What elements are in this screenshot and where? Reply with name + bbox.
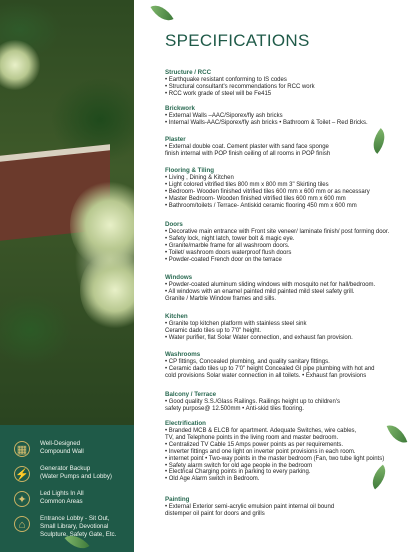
spec-line: • RCC work grade of steel will be Fe415 xyxy=(165,90,272,97)
amenities-panel xyxy=(0,425,134,552)
spec-line: • Inverter fittings and one light on inverter point provisions in each room. xyxy=(165,448,356,455)
feature-item xyxy=(14,490,84,507)
spec-line: • Earthquake resistant conforming to IS codes xyxy=(165,77,287,83)
leaf-decoration xyxy=(150,0,173,26)
spec-line: • Powder-coated French door on the terrace xyxy=(165,256,282,263)
spec-line: • All windows with an enamel painted mild painted mild steel safety grill. Granite / Marble Window frames and sills. xyxy=(165,288,355,302)
spec-line: • Safety alarm switch for old age people in the bedroom xyxy=(165,462,313,469)
spec-section-flooring xyxy=(165,167,405,210)
spec-line: • Structural consultant's recommendations for RCC work xyxy=(165,83,315,90)
spec-section-structure xyxy=(165,69,405,98)
spec-section-washrooms xyxy=(165,351,405,380)
spec-line: • Internal Walls-AAC/Siporex/fly ash bricks • Bathroom & Toilet – Red Bricks. xyxy=(165,119,368,126)
section-heading: Windows xyxy=(165,274,193,281)
spec-section-doors xyxy=(165,221,405,264)
spec-line: • Bedroom- Wooden finished vitrified tiles 600 mm x 600 mm or as necessary xyxy=(165,188,370,195)
section-heading: Brickwork xyxy=(165,105,195,112)
light-icon: ✦ xyxy=(14,491,30,507)
feature-text: Led Lights In All Common Areas xyxy=(40,490,84,505)
section-heading: Electrification xyxy=(165,420,206,427)
spec-line: • CP fittings, Concealed plumbing, and quality sanitary fittings. xyxy=(165,359,330,365)
spec-line: • Old Age Alarm switch in Bedroom. xyxy=(165,476,260,483)
feature-item xyxy=(14,465,112,482)
spec-section-electrification xyxy=(165,420,405,483)
spec-line: • Safety lock, night latch, tower bolt & magic eye. xyxy=(165,235,295,242)
spec-section-balcony xyxy=(165,391,405,413)
spec-line: • Good quality S.S./Glass Railings. Railings height up to children's safety purpose@ 12.500mm • Anti-skid tiles flooring. xyxy=(165,399,341,412)
spec-line: • Granite top kitchen platform with stainless steel sink Ceramic dado tiles up to 7'0" height. xyxy=(165,321,307,334)
section-heading: Painting xyxy=(165,496,190,503)
feature-item xyxy=(14,515,116,539)
section-heading: Doors xyxy=(165,221,183,228)
spec-line: • Granite/marble frame for all washroom doors. xyxy=(165,242,290,249)
spec-line: • Living , Dining & Kitchen xyxy=(165,175,234,181)
section-heading: Structure / RCC xyxy=(165,69,212,76)
generator-icon: ⚡ xyxy=(14,466,30,482)
spec-line: • External double coat. Cement plaster with sand face sponge finish internal with POP finish ceiling of all rooms in POP finish xyxy=(165,144,331,157)
palm-tree xyxy=(0,40,40,90)
section-heading: Balcony / Terrace xyxy=(165,391,217,398)
spec-line: • Powder-coated aluminum sliding windows with mosquito net for hall/bedroom. xyxy=(165,282,376,288)
feature-text: Generator Backup (Water Pumps and Lobby) xyxy=(40,465,112,480)
wall-icon: ▦ xyxy=(14,441,30,457)
spec-line: • Ceramic dado tiles up to 7'0" height Concealed GI pipe plumbing with hot and cold provisions Solar water connection in all toilets. • Exhaust fan provisions xyxy=(165,365,375,379)
spec-line: • Decorative main entrance with Front site veneer/ laminate finish/ post forming door. xyxy=(165,229,390,235)
lobby-icon: ⌂ xyxy=(14,516,30,532)
feature-text: Well-Designed Compound Wall xyxy=(40,440,84,455)
page-title: SPECIFICATIONS xyxy=(165,31,310,50)
spec-line: • Electrical Charging points in parking to every parking. xyxy=(165,469,311,476)
left-panel xyxy=(0,0,134,552)
spec-section-windows xyxy=(165,274,405,303)
feature-item xyxy=(14,440,84,457)
spec-section-plaster xyxy=(165,136,405,158)
section-heading: Washrooms xyxy=(165,351,201,358)
spec-line: • internet point • Two-way points in the master bedroom (Fan, two tube light points) xyxy=(165,455,385,462)
spec-line: • Water purifier, flat Solar Water connection, and exhaust fan provision. xyxy=(165,334,353,341)
spec-line: • Toilet/ washroom doors waterproof flush doors xyxy=(165,249,292,256)
spec-line: • Centralized TV Cable 15 Amps power points as per requirements. xyxy=(165,441,344,448)
spec-section-brickwork xyxy=(165,105,405,127)
spec-section-painting xyxy=(165,496,405,518)
aerial-photo xyxy=(0,0,134,425)
spec-line: • Light colored vitrified tiles 800 mm x 800 mm 3" Skirting tiles xyxy=(165,181,329,188)
section-heading: Kitchen xyxy=(165,313,188,320)
spec-line: • Bathroom/toilets / Terrace- Antiskid ceramic flooring 450 mm x 600 mm xyxy=(165,202,357,209)
feature-text: Entrance Lobby - Sit Out, Small Library, Devotional Sculpture, Safety Gate, Etc. xyxy=(40,515,117,538)
section-heading: Flooring & Tiling xyxy=(165,167,215,174)
section-heading: Plaster xyxy=(165,136,186,143)
spec-section-kitchen xyxy=(165,313,405,342)
spec-line: • External Walls –AAC/Siporex/fly ash bricks xyxy=(165,113,283,119)
spec-line: • Branded MCB & ELCB for apartment. Adequate Switches, wire cables, TV, and Telephone points in the living room and master bedroom. xyxy=(165,428,357,441)
spec-line: • Master Bedroom- Wooden finished vitrified tiles 600 mm x 600 mm xyxy=(165,195,346,202)
spec-line: • External Exterior semi-acrylic emulsion paint internal oil bound distemper oil paint for doors and grills xyxy=(165,504,335,517)
